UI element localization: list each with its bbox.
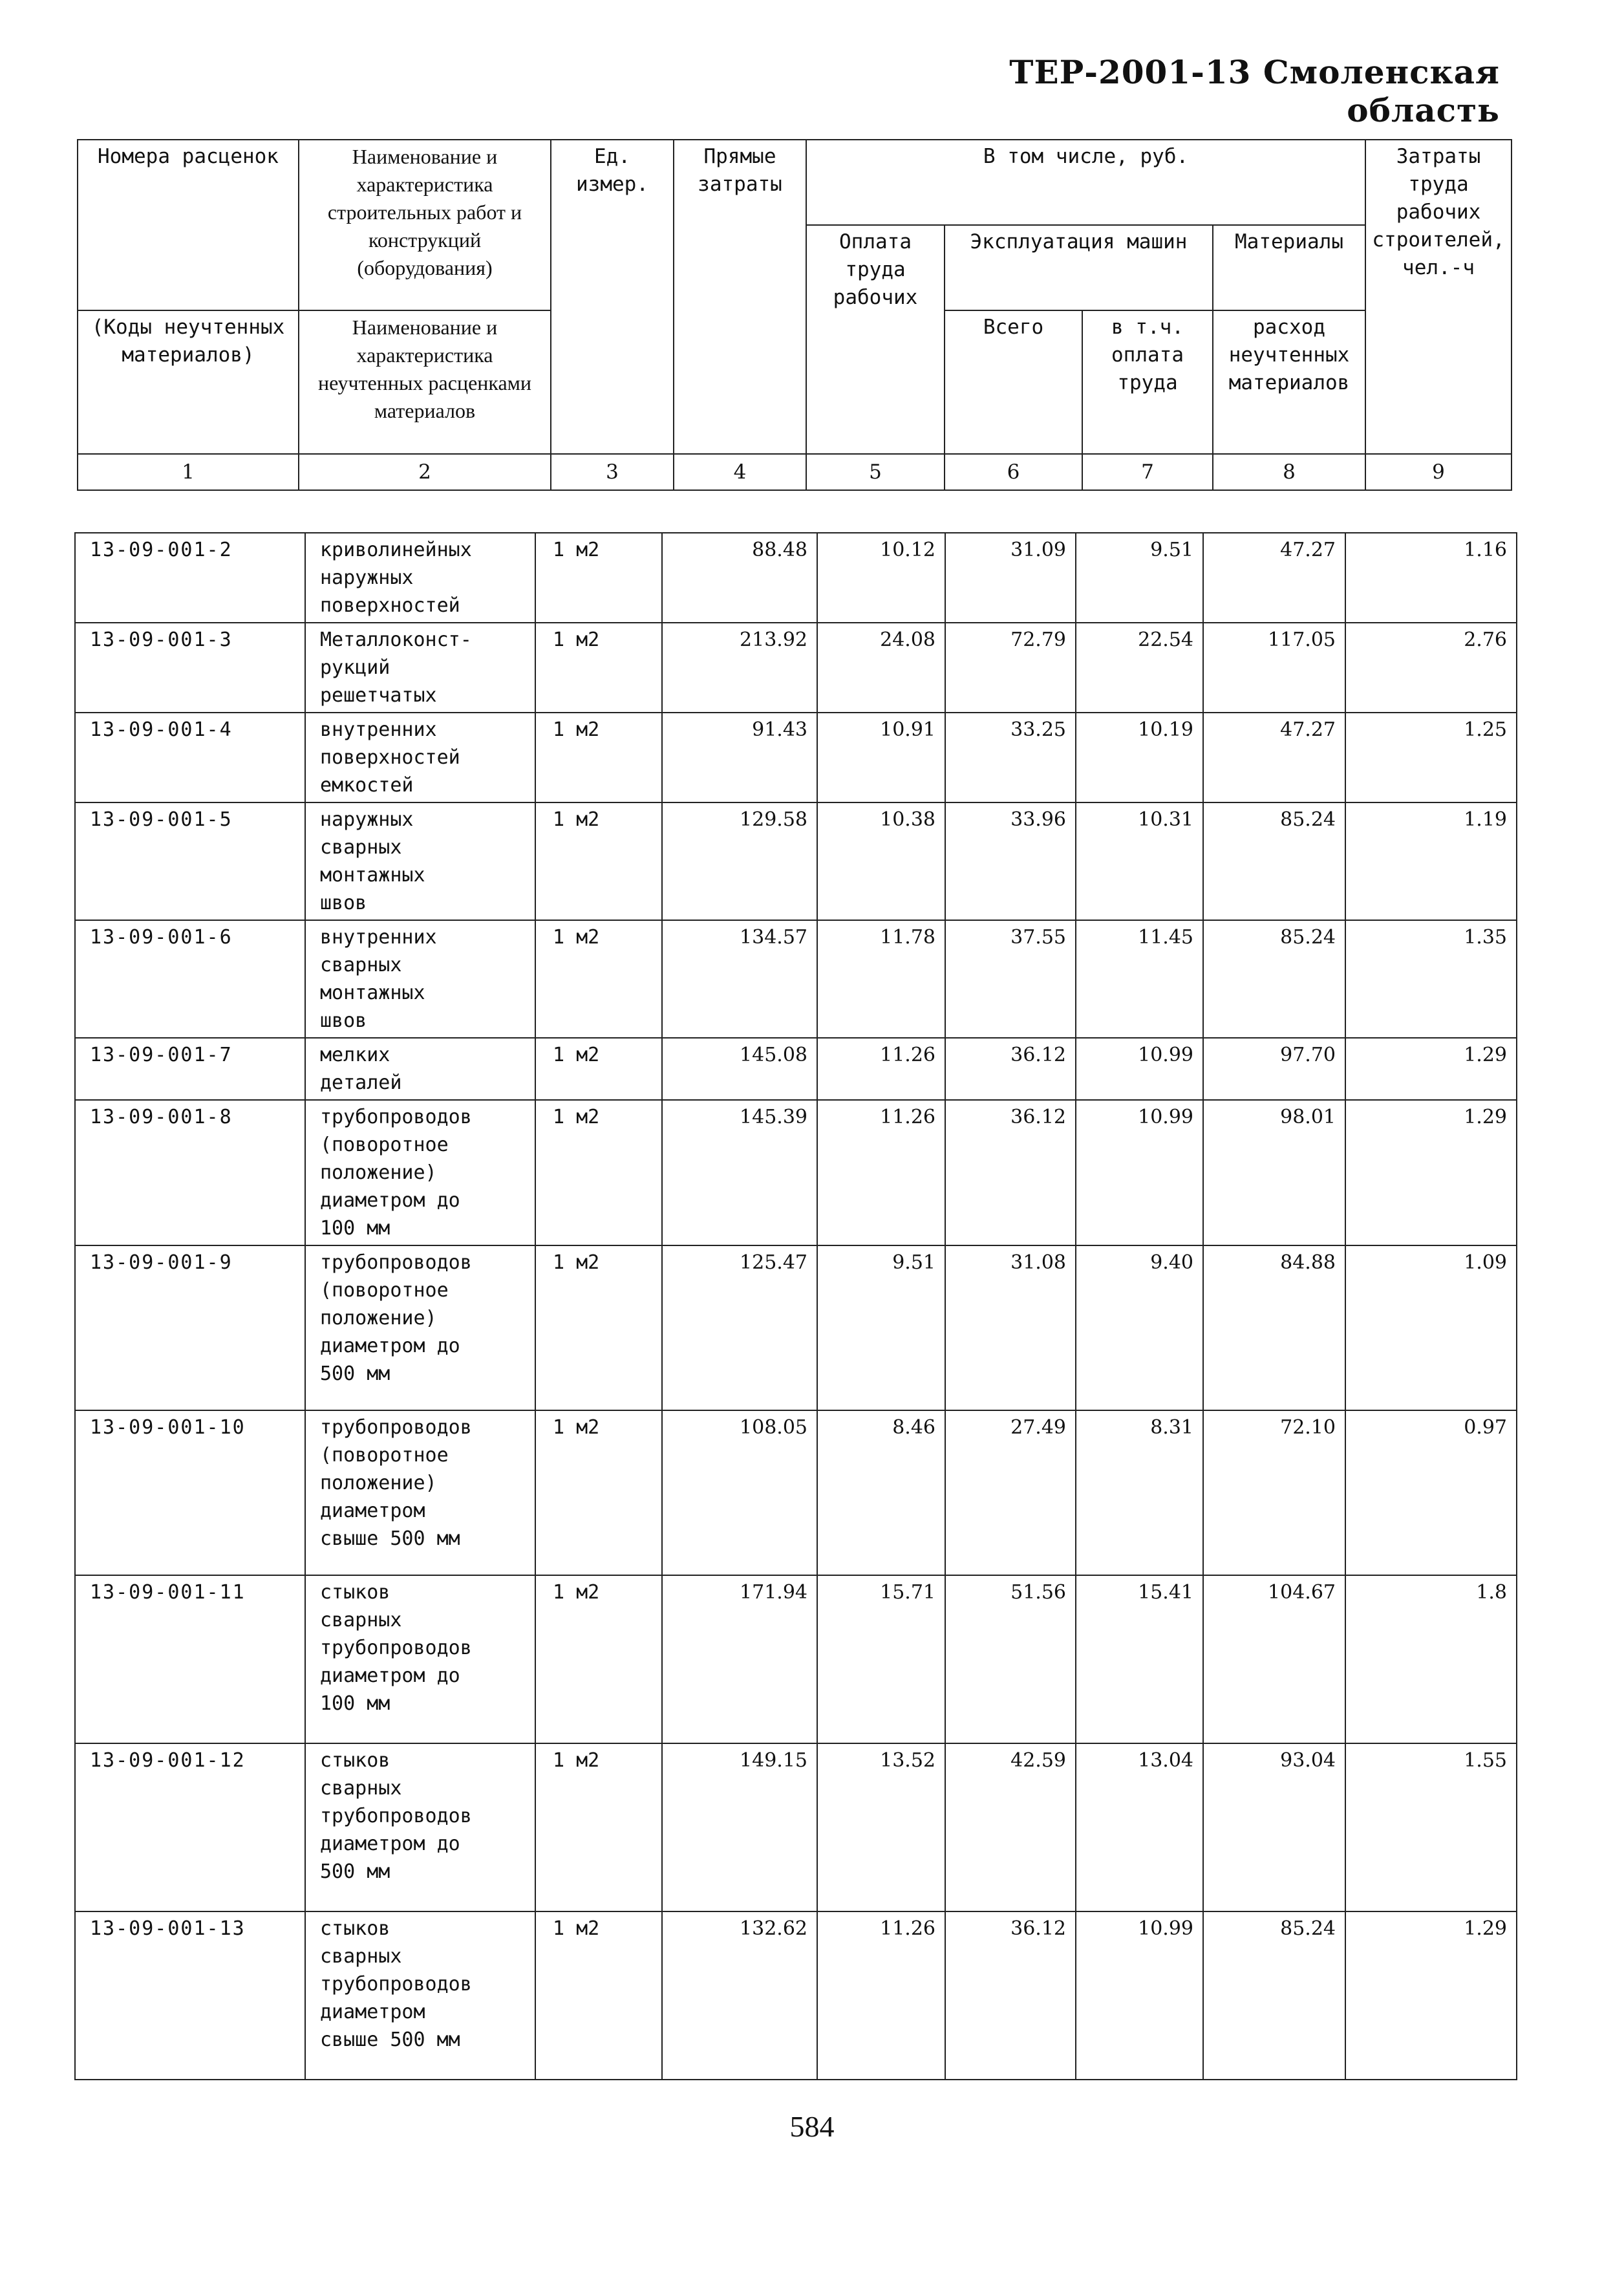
labor-hours: 1.29 (1345, 1911, 1517, 2080)
machine-wage-cost: 9.40 (1076, 1245, 1203, 1410)
direct-cost: 171.94 (662, 1575, 817, 1743)
header-col7: в т.ч. оплата труда (1082, 310, 1213, 454)
direct-cost: 88.48 (662, 533, 817, 623)
wage-cost: 10.91 (817, 713, 945, 802)
rate-code: 13-09-001-4 (75, 713, 305, 802)
material-cost: 117.05 (1203, 623, 1345, 713)
header-col6: Всего (945, 310, 1082, 454)
header-col8-top: Материалы (1213, 225, 1365, 310)
material-cost: 98.01 (1203, 1100, 1345, 1245)
labor-hours: 1.29 (1345, 1038, 1517, 1100)
header-col3: Ед. измер. (551, 140, 674, 454)
unit: 1 м2 (535, 1100, 662, 1245)
material-cost: 104.67 (1203, 1575, 1345, 1743)
unit: 1 м2 (535, 1038, 662, 1100)
machine-cost: 42.59 (945, 1743, 1076, 1911)
labor-hours: 1.8 (1345, 1575, 1517, 1743)
rate-code: 13-09-001-13 (75, 1911, 305, 2080)
machine-wage-cost: 11.45 (1076, 920, 1203, 1038)
table-row (75, 1410, 1517, 1575)
rate-code: 13-09-001-11 (75, 1575, 305, 1743)
table-row (75, 713, 1517, 802)
machine-cost: 33.25 (945, 713, 1076, 802)
unit: 1 м2 (535, 1575, 662, 1743)
unit: 1 м2 (535, 533, 662, 623)
rate-code: 13-09-001-9 (75, 1245, 305, 1410)
work-name: наружных сварных монтажных швов (305, 802, 535, 920)
machine-cost: 36.12 (945, 1038, 1076, 1100)
column-number: 9 (1365, 454, 1512, 490)
direct-cost: 91.43 (662, 713, 817, 802)
page-title: ТЕР-2001-13 Смоленская область (1009, 53, 1500, 129)
column-number: 6 (945, 454, 1082, 490)
header-table (77, 139, 1512, 491)
table-row (75, 1245, 1517, 1410)
work-name: трубопроводов (поворотное положение) диаметром до 500 мм (305, 1245, 535, 1410)
rates-table (74, 532, 1517, 2080)
machine-cost: 31.08 (945, 1245, 1076, 1410)
direct-cost: 213.92 (662, 623, 817, 713)
labor-hours: 2.76 (1345, 623, 1517, 713)
table-row (75, 533, 1517, 623)
column-number: 3 (551, 454, 674, 490)
direct-cost: 145.39 (662, 1100, 817, 1245)
material-cost: 85.24 (1203, 1911, 1345, 2080)
column-number: 7 (1082, 454, 1213, 490)
material-cost: 47.27 (1203, 533, 1345, 623)
material-cost: 85.24 (1203, 920, 1345, 1038)
machine-cost: 27.49 (945, 1410, 1076, 1575)
wage-cost: 24.08 (817, 623, 945, 713)
wage-cost: 10.38 (817, 802, 945, 920)
machine-wage-cost: 10.99 (1076, 1911, 1203, 2080)
labor-hours: 1.55 (1345, 1743, 1517, 1911)
header-col67: Эксплуатация машин (945, 225, 1213, 310)
direct-cost: 132.62 (662, 1911, 817, 2080)
direct-cost: 145.08 (662, 1038, 817, 1100)
header-col8-bottom: расход неучтенных материалов (1213, 310, 1365, 454)
rate-code: 13-09-001-6 (75, 920, 305, 1038)
machine-wage-cost: 9.51 (1076, 533, 1203, 623)
header-col2-bottom: Наименование и характеристика неучтенных расценками материалов (299, 310, 551, 454)
header-col2-top: Наименование и характеристика строительных работ и конструкций (оборудования) (299, 140, 551, 310)
unit: 1 м2 (535, 713, 662, 802)
unit: 1 м2 (535, 1911, 662, 2080)
material-cost: 72.10 (1203, 1410, 1345, 1575)
labor-hours: 1.19 (1345, 802, 1517, 920)
table-row (75, 1743, 1517, 1911)
machine-wage-cost: 15.41 (1076, 1575, 1203, 1743)
wage-cost: 11.26 (817, 1038, 945, 1100)
wage-cost: 11.26 (817, 1911, 945, 2080)
table-row (75, 802, 1517, 920)
machine-cost: 36.12 (945, 1100, 1076, 1245)
unit: 1 м2 (535, 802, 662, 920)
machine-cost: 33.96 (945, 802, 1076, 920)
machine-cost: 31.09 (945, 533, 1076, 623)
table-row (75, 1575, 1517, 1743)
material-cost: 97.70 (1203, 1038, 1345, 1100)
material-cost: 85.24 (1203, 802, 1345, 920)
rate-code: 13-09-001-3 (75, 623, 305, 713)
header-group: В том числе, руб. (806, 140, 1365, 225)
work-name: мелких деталей (305, 1038, 535, 1100)
rate-code: 13-09-001-7 (75, 1038, 305, 1100)
labor-hours: 1.16 (1345, 533, 1517, 623)
table-row (75, 1911, 1517, 2080)
header-col4: Прямые затраты (674, 140, 806, 454)
header-col5: Оплата труда рабочих (806, 225, 945, 454)
machine-cost: 36.12 (945, 1911, 1076, 2080)
material-cost: 93.04 (1203, 1743, 1345, 1911)
header-col1-bottom: (Коды неучтенных материалов) (78, 310, 299, 454)
rate-code: 13-09-001-2 (75, 533, 305, 623)
work-name: внутренних поверхностей емкостей (305, 713, 535, 802)
machine-wage-cost: 10.99 (1076, 1038, 1203, 1100)
work-name: стыков сварных трубопроводов диаметром свыше 500 мм (305, 1911, 535, 2080)
material-cost: 47.27 (1203, 713, 1345, 802)
unit: 1 м2 (535, 1743, 662, 1911)
machine-cost: 72.79 (945, 623, 1076, 713)
page-number: 584 (789, 2110, 835, 2143)
wage-cost: 9.51 (817, 1245, 945, 1410)
machine-cost: 51.56 (945, 1575, 1076, 1743)
labor-hours: 1.35 (1345, 920, 1517, 1038)
direct-cost: 149.15 (662, 1743, 817, 1911)
wage-cost: 13.52 (817, 1743, 945, 1911)
direct-cost: 108.05 (662, 1410, 817, 1575)
unit: 1 м2 (535, 1410, 662, 1575)
direct-cost: 134.57 (662, 920, 817, 1038)
machine-cost: 37.55 (945, 920, 1076, 1038)
work-name: внутренних сварных монтажных швов (305, 920, 535, 1038)
wage-cost: 10.12 (817, 533, 945, 623)
column-number: 4 (674, 454, 806, 490)
direct-cost: 125.47 (662, 1245, 817, 1410)
machine-wage-cost: 10.31 (1076, 802, 1203, 920)
machine-wage-cost: 8.31 (1076, 1410, 1203, 1575)
labor-hours: 1.25 (1345, 713, 1517, 802)
column-number: 2 (299, 454, 551, 490)
wage-cost: 15.71 (817, 1575, 945, 1743)
work-name: криволинейных наружных поверхностей (305, 533, 535, 623)
rate-code: 13-09-001-5 (75, 802, 305, 920)
table-row (75, 1038, 1517, 1100)
wage-cost: 11.26 (817, 1100, 945, 1245)
unit: 1 м2 (535, 920, 662, 1038)
table-row (75, 623, 1517, 713)
work-name: Металлоконст- рукций решетчатых (305, 623, 535, 713)
direct-cost: 129.58 (662, 802, 817, 920)
rate-code: 13-09-001-8 (75, 1100, 305, 1245)
work-name: стыков сварных трубопроводов диаметром до 100 мм (305, 1575, 535, 1743)
table-row (75, 920, 1517, 1038)
unit: 1 м2 (535, 623, 662, 713)
wage-cost: 11.78 (817, 920, 945, 1038)
labor-hours: 1.29 (1345, 1100, 1517, 1245)
unit: 1 м2 (535, 1245, 662, 1410)
machine-wage-cost: 10.19 (1076, 713, 1203, 802)
labor-hours: 0.97 (1345, 1410, 1517, 1575)
work-name: трубопроводов (поворотное положение) диаметром до 100 мм (305, 1100, 535, 1245)
rate-code: 13-09-001-12 (75, 1743, 305, 1911)
column-number: 8 (1213, 454, 1365, 490)
wage-cost: 8.46 (817, 1410, 945, 1575)
work-name: стыков сварных трубопроводов диаметром до 500 мм (305, 1743, 535, 1911)
table-row (75, 1100, 1517, 1245)
header-col1-top: Номера расценок (78, 140, 299, 310)
column-number: 5 (806, 454, 945, 490)
machine-wage-cost: 13.04 (1076, 1743, 1203, 1911)
machine-wage-cost: 10.99 (1076, 1100, 1203, 1245)
header-col9: Затраты труда рабочих строителей, чел.-ч (1365, 140, 1512, 454)
column-number: 1 (78, 454, 299, 490)
material-cost: 84.88 (1203, 1245, 1345, 1410)
labor-hours: 1.09 (1345, 1245, 1517, 1410)
machine-wage-cost: 22.54 (1076, 623, 1203, 713)
work-name: трубопроводов (поворотное положение) диаметром свыше 500 мм (305, 1410, 535, 1575)
rate-code: 13-09-001-10 (75, 1410, 305, 1575)
